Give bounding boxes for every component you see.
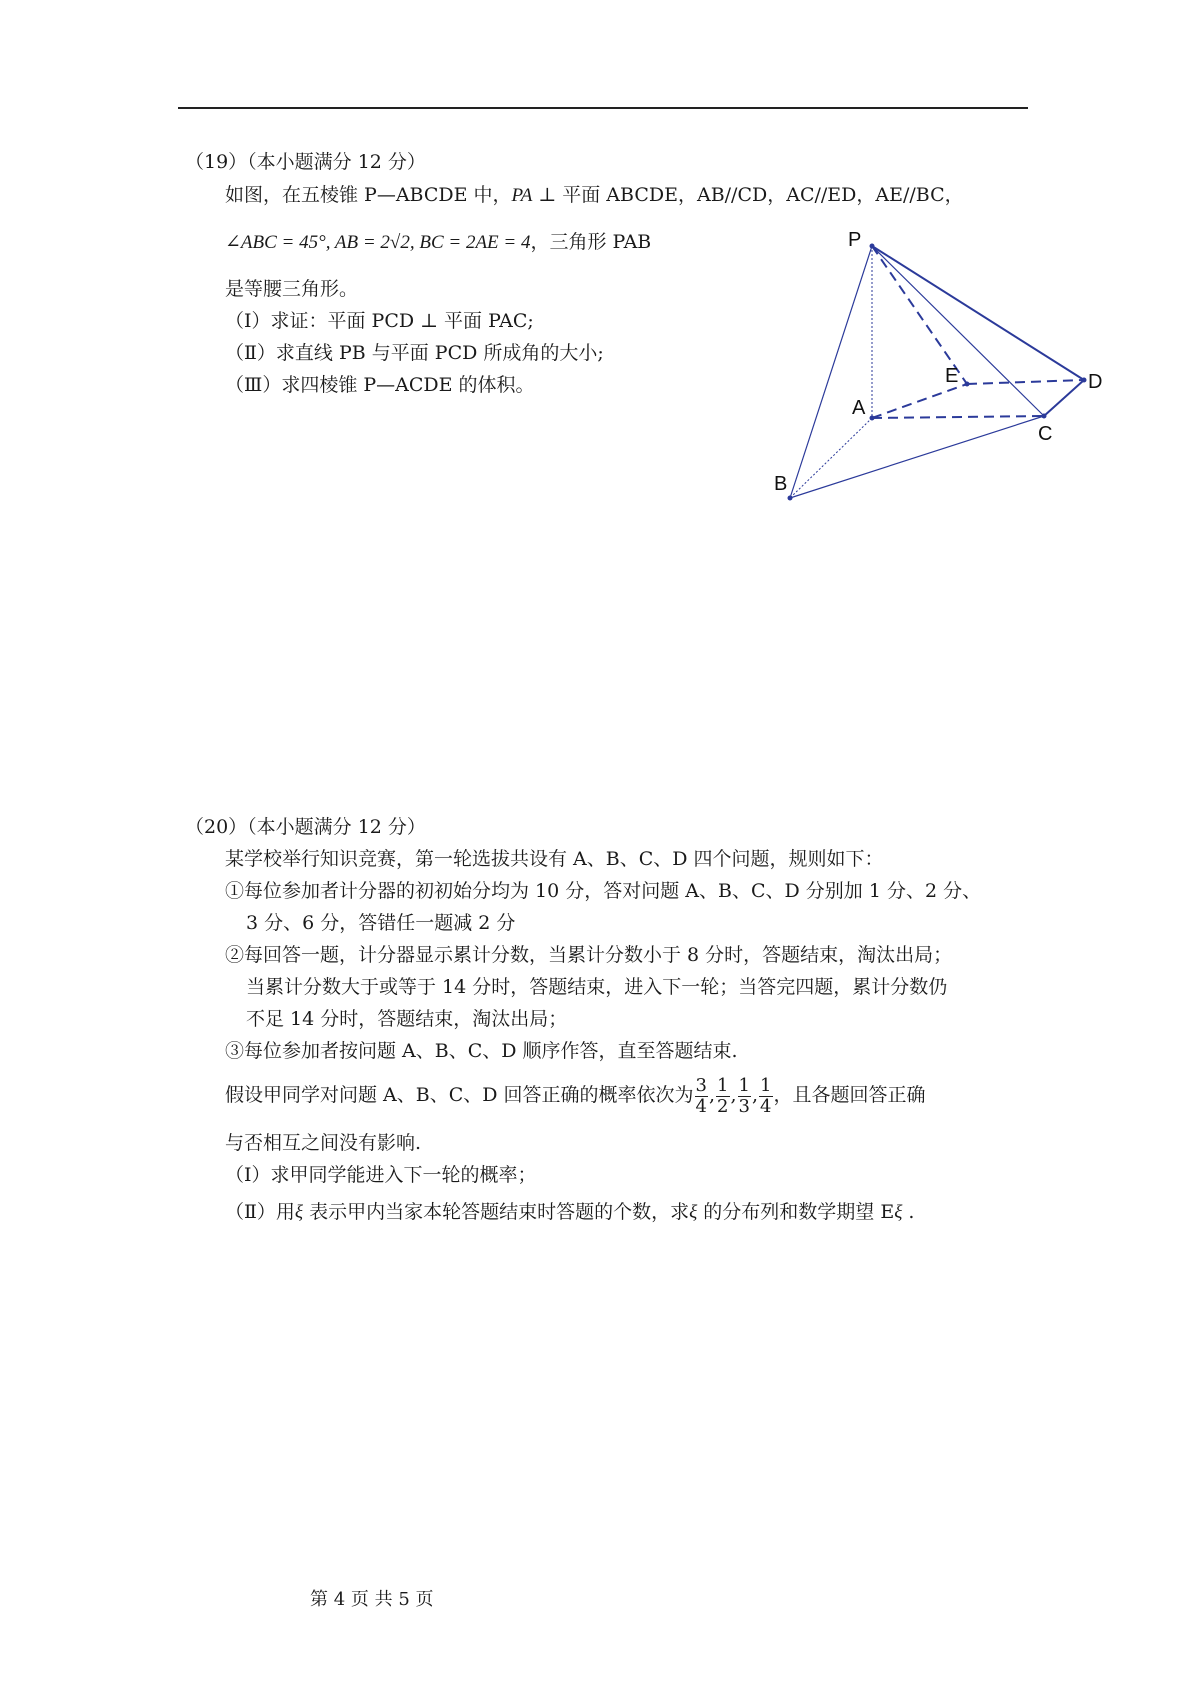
- vertex-d: [1082, 378, 1087, 383]
- fraction-a-den: 4: [695, 1095, 707, 1117]
- edge-bc: [790, 416, 1044, 498]
- q19-line2: [225, 230, 651, 255]
- edge-ae: [872, 384, 967, 418]
- label-p: P: [848, 229, 862, 251]
- q20-assume-pre: 假设甲同学对问题 A、B、C、D 回答正确的概率依次为: [225, 1084, 694, 1106]
- q20-rule2c: 不足 14 分时，答题结束，淘汰出局；: [246, 1008, 568, 1030]
- q20-assumption-line2: 与否相互之间没有影响.: [225, 1132, 422, 1154]
- fraction-c-den: 3: [738, 1095, 750, 1117]
- edge-pb: [790, 246, 872, 498]
- q19-line1-text: 如图，在五棱锥 P—ABCDE 中，: [225, 184, 512, 206]
- q20-part1: （Ⅰ）求甲同学能进入下一轮的概率；: [225, 1164, 537, 1186]
- q20-part2-b: 表示甲内当家本轮答题结束时答题的个数，求: [303, 1201, 690, 1223]
- label-d: D: [1088, 371, 1103, 393]
- q20-part2-c: 的分布列和数学期望 E: [697, 1201, 895, 1223]
- vertex-p: [870, 244, 875, 249]
- xi-symbol-3: ξ: [894, 1202, 903, 1223]
- fraction-d-den: 4: [760, 1095, 772, 1117]
- edge-ab: [790, 418, 872, 498]
- fraction-a-num: 3: [695, 1074, 707, 1096]
- fraction-b-num: 1: [717, 1074, 729, 1096]
- fraction-a: [695, 1076, 708, 1117]
- q19-part3: （Ⅲ）求四棱锥 P—ACDE 的体积。: [225, 374, 535, 396]
- q19-part2: （Ⅱ）求直线 PB 与平面 PCD 所成角的大小;: [225, 342, 604, 364]
- header-rule: [178, 107, 1028, 109]
- vertex-c: [1042, 414, 1047, 419]
- edge-pd: [872, 246, 1084, 380]
- q20-assumption: 假设甲同学对问题 A、B、C、D 回答正确的概率依次为 $\frac{3}{4}$ , $\frac{1}{2}$ , $\frac{1}{3}$ , $\frac{1}{4}$ ，且各题回答正确: [225, 1074, 926, 1117]
- q20-rule1b: 3 分、6 分，答错任一题减 2 分: [246, 912, 516, 934]
- q19-line3: 是等腰三角形。: [225, 278, 359, 300]
- q20-assume-post: ，且各题回答正确: [773, 1084, 926, 1106]
- edge-pe: [872, 246, 967, 384]
- edge-ed: [967, 380, 1084, 384]
- q19-given-math: ∠ABC = 45°, AB = 2√2, BC = 2AE = 4: [225, 232, 531, 253]
- q20-part2: [225, 1200, 914, 1225]
- fraction-d: [759, 1076, 772, 1117]
- xi-symbol-1: ξ: [294, 1202, 304, 1223]
- q20-part2-a: （Ⅱ）用: [225, 1201, 295, 1223]
- q20-header: （20）（本小题满分 12 分）: [185, 816, 426, 838]
- fraction-d-num: 1: [760, 1074, 772, 1096]
- fraction-c-num: 1: [738, 1074, 750, 1096]
- q20-rule2b: 当累计分数大于或等于 14 分时，答题结束，进入下一轮；当答完四题，累计分数仍: [246, 976, 948, 998]
- page-footer: 第 4 页 共 5 页: [310, 1589, 434, 1610]
- q20-rule1a: ①每位参加者计分器的初初始分均为 10 分，答对问题 A、B、C、D 分别加 1 分、2 分、: [225, 880, 982, 902]
- edge-ac: [872, 416, 1044, 418]
- label-c: C: [1038, 423, 1053, 445]
- edge-cd: [1044, 380, 1084, 416]
- q20-part2-d: .: [902, 1201, 915, 1223]
- vertex-e: [965, 382, 970, 387]
- pyramid-figure: [760, 228, 1103, 508]
- fraction-c: [738, 1076, 751, 1117]
- label-a: A: [852, 397, 866, 419]
- xi-symbol-2: ξ: [689, 1202, 698, 1223]
- vertex-b: [788, 496, 793, 501]
- q19-line1-rest: ⊥ 平面 ABCDE，AB//CD，AC//ED，AE//BC，: [532, 184, 964, 206]
- q19-pa: PA: [511, 185, 533, 206]
- label-e: E: [945, 365, 959, 387]
- q20-rule3: ③每位参加者按问题 A、B、C、D 顺序作答，直至答题结束.: [225, 1040, 738, 1062]
- vertex-a: [870, 416, 875, 421]
- q19-line1: [225, 183, 964, 208]
- q20-rule2a: ②每回答一题，计分器显示累计分数，当累计分数小于 8 分时，答题结束，淘汰出局；: [225, 944, 953, 966]
- q20-intro: 某学校举行知识竞赛，第一轮选拔共设有 A、B、C、D 四个问题，规则如下：: [225, 848, 884, 870]
- edge-pc: [872, 246, 1044, 416]
- q19-part1: （Ⅰ）求证：平面 PCD ⊥ 平面 PAC;: [225, 310, 534, 332]
- fraction-b: [716, 1076, 729, 1117]
- q19-line2-rest: ，三角形 PAB: [530, 231, 652, 253]
- q19-header: （19）（本小题满分 12 分）: [185, 151, 426, 173]
- fraction-b-den: 2: [717, 1095, 729, 1117]
- label-b: B: [774, 473, 788, 495]
